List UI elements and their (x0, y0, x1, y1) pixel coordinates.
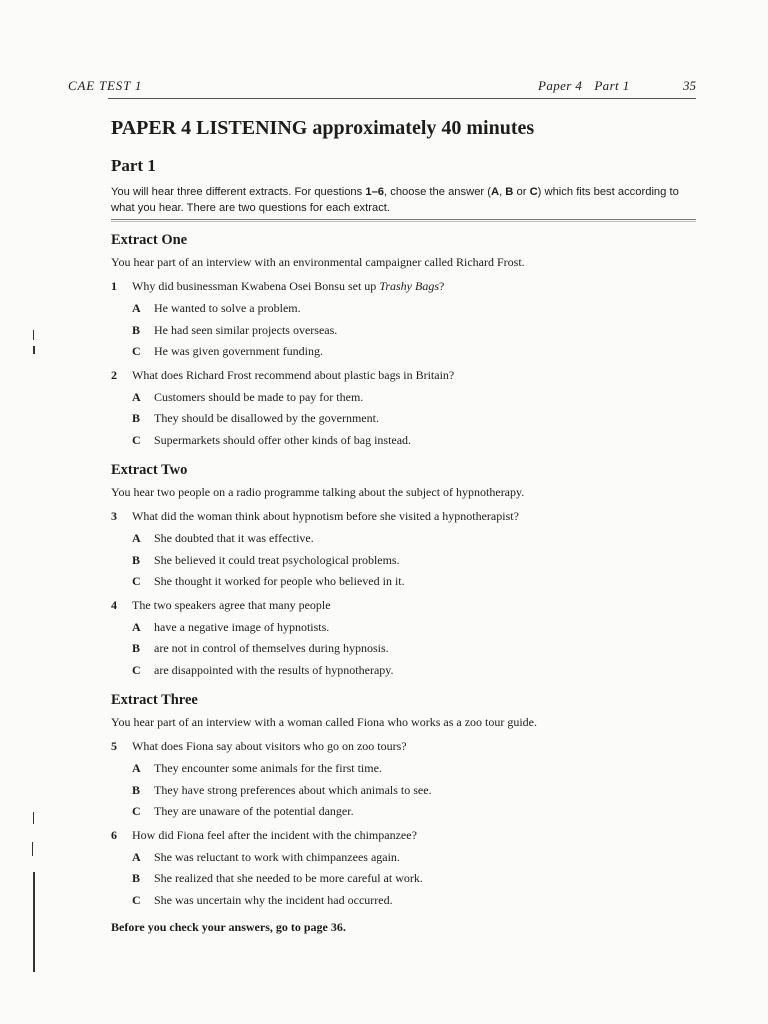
option-text: She doubted that it was effective. (154, 531, 314, 545)
option-text: are not in control of themselves during hypnosis. (154, 641, 389, 655)
running-head-section (538, 78, 630, 94)
instructions-text: , choose the answer ( (384, 186, 491, 198)
option-text: They encounter some animals for the first time. (154, 761, 382, 775)
scan-mark (33, 872, 35, 972)
option-text: He was given government funding. (154, 344, 323, 358)
answer-option[interactable] (111, 319, 696, 341)
extract-heading: Extract Three (111, 692, 198, 708)
footer-note: Before you check your answers, go to page 36. (111, 920, 346, 934)
page-title: PAPER 4 LISTENING approximately 40 minutes (111, 117, 535, 139)
scan-mark (32, 842, 33, 856)
question-number: 6 (111, 827, 117, 842)
question-text: The two speakers agree that many people (132, 597, 331, 612)
answer-option[interactable] (111, 779, 696, 801)
option-text: She was uncertain why the incident had occurred. (154, 892, 393, 907)
option-text: Supermarkets should offer other kinds of bag instead. (154, 432, 412, 447)
answer-option[interactable] (111, 297, 696, 319)
answer-option[interactable] (111, 340, 696, 362)
option-text: She realized that she needed to be more careful at work. (154, 871, 423, 885)
option-text: They have strong preferences about which animals to see. (154, 782, 432, 797)
extract-three (111, 692, 696, 910)
answer-option[interactable] (111, 429, 696, 451)
option-letter: A (132, 531, 141, 545)
answer-option[interactable] (111, 407, 696, 429)
question-3 (111, 509, 696, 592)
instructions-text: or (513, 186, 530, 198)
option-letter: B (132, 641, 141, 655)
question-6 (111, 828, 696, 911)
option-letter: A (132, 761, 141, 775)
question-1 (111, 279, 696, 362)
question-text: What does Richard Frost recommend about plastic bags in Britain? (132, 367, 455, 382)
answer-option[interactable] (111, 616, 696, 638)
header-rule (108, 98, 696, 99)
answer-option[interactable] (111, 637, 696, 659)
option-letter: C (132, 574, 141, 588)
intro-section (111, 112, 696, 216)
option-letter: C (132, 892, 141, 907)
instructions-range: 1–6 (365, 186, 385, 198)
question-text (132, 279, 444, 294)
option-letter: B (132, 552, 141, 567)
answer-option[interactable] (111, 800, 696, 822)
instructions-text: , (499, 186, 506, 198)
running-head (68, 78, 696, 98)
option-letter: C (132, 344, 141, 358)
option-text: He wanted to solve a problem. (154, 301, 301, 315)
question-text-italic: Trashy Bags (379, 279, 439, 293)
extract-heading: Extract One (111, 232, 188, 248)
extract-one (111, 232, 696, 450)
question-text: How did Fiona feel after the incident with the chimpanzee? (132, 827, 417, 842)
answer-option[interactable] (111, 889, 696, 911)
instructions-option-c: C (529, 186, 538, 198)
question-text-end: ? (439, 279, 445, 293)
extract-two (111, 462, 696, 680)
extract-description: You hear part of an interview with an environmental campaigner called Richard Frost. (111, 255, 525, 269)
extract-description: You hear part of an interview with a woman called Fiona who works as a zoo tour guide. (111, 715, 538, 729)
option-text: She believed it could treat psychological problems. (154, 552, 400, 567)
question-stem (111, 598, 696, 616)
answer-option[interactable] (111, 757, 696, 779)
instructions-option-b: B (505, 186, 514, 198)
answer-option[interactable] (111, 570, 696, 592)
part-heading: Part 1 (111, 156, 156, 175)
answer-option[interactable] (111, 527, 696, 549)
question-number: 2 (111, 367, 117, 382)
instructions (111, 184, 696, 216)
question-stem (111, 509, 696, 527)
question-number: 1 (111, 279, 117, 293)
option-letter: A (132, 301, 141, 315)
question-number: 3 (111, 509, 117, 523)
question-stem (111, 279, 696, 297)
option-text: They should be disallowed by the government. (154, 411, 379, 425)
answer-option[interactable] (111, 659, 696, 681)
question-stem (111, 368, 696, 386)
option-text: She thought it worked for people who believed in it. (154, 574, 405, 588)
running-head-paper: Paper 4 (538, 78, 583, 93)
question-number: 4 (111, 597, 117, 612)
page-number: 35 (683, 78, 696, 93)
answer-option[interactable] (111, 386, 696, 408)
running-head-title: CAE TEST 1 (68, 78, 143, 93)
option-letter: A (132, 849, 141, 864)
scan-mark (33, 812, 34, 824)
option-letter: B (132, 871, 141, 885)
instructions-option-a: A (490, 186, 500, 198)
answer-option[interactable] (111, 846, 696, 868)
question-text: What does Fiona say about visitors who go on zoo tours? (132, 739, 407, 753)
scan-mark (33, 330, 34, 340)
option-letter: B (132, 782, 141, 797)
extract-heading: Extract Two (111, 462, 188, 478)
option-letter: B (132, 411, 141, 425)
option-letter: C (132, 662, 141, 677)
question-4 (111, 598, 696, 681)
question-text-main: Why did businessman Kwabena Osei Bonsu set up (132, 279, 380, 293)
extract-description: You hear two people on a radio programme talking about the subject of hypnotherapy. (111, 485, 525, 499)
option-letter: A (132, 619, 141, 634)
option-text: He had seen similar projects overseas. (154, 322, 338, 337)
option-text: have a negative image of hypnotists. (154, 619, 330, 634)
question-stem (111, 739, 696, 757)
option-letter: C (132, 804, 141, 818)
instructions-text: You will hear three different extracts. For questions (111, 186, 366, 198)
option-letter: B (132, 322, 141, 337)
option-text: They are unaware of the potential danger. (154, 804, 354, 818)
section-rule (111, 219, 696, 222)
answer-option[interactable] (111, 549, 696, 571)
question-2 (111, 368, 696, 451)
question-number: 5 (111, 739, 117, 753)
option-text: Customers should be made to pay for them. (154, 389, 364, 404)
instructions-text: ) which fits best according to what you hear. There are two questions for each extract. (111, 186, 679, 214)
question-stem (111, 828, 696, 846)
question-text: What did the woman think about hypnotism before she visited a hypnotherapist? (132, 509, 519, 523)
scan-mark (33, 346, 35, 354)
option-letter: C (132, 432, 141, 447)
answer-option[interactable] (111, 867, 696, 889)
option-text: She was reluctant to work with chimpanzees again. (154, 849, 400, 864)
option-text: are disappointed with the results of hypnotherapy. (154, 662, 394, 677)
option-letter: A (132, 389, 141, 404)
running-head-part: Part 1 (594, 78, 630, 93)
question-5 (111, 739, 696, 822)
